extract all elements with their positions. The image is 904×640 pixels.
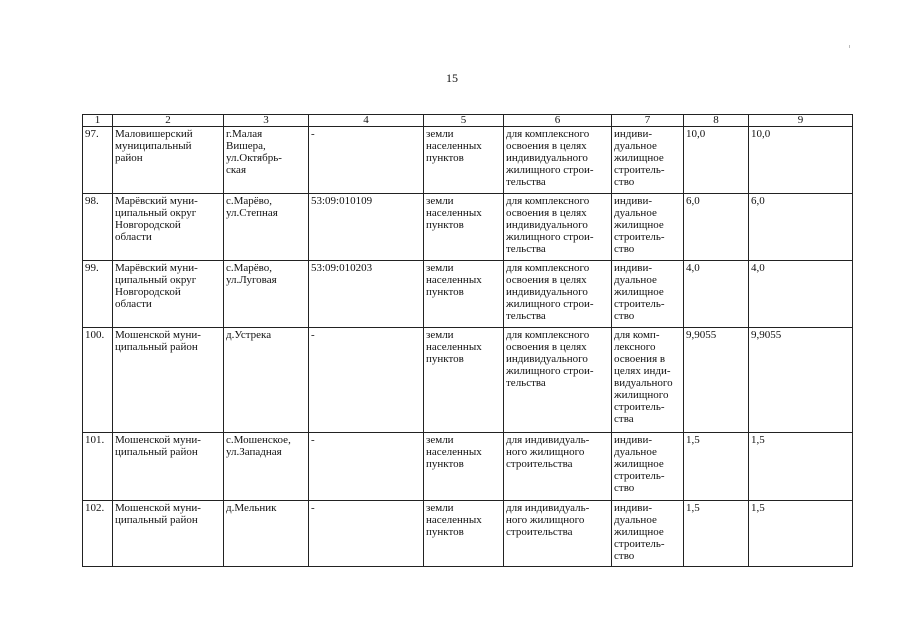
row-number: 99. xyxy=(83,261,113,328)
land-category-cell: земли населенных пунктов xyxy=(424,127,504,194)
area-cell-9: 1,5 xyxy=(749,501,853,567)
area-cell-9: 6,0 xyxy=(749,194,853,261)
table-row xyxy=(83,433,853,501)
area-cell-8: 10,0 xyxy=(684,127,749,194)
permitted-use-cell: индиви- дуальное жилищное строитель- ство xyxy=(612,501,684,567)
purpose-cell: для комплексного освоения в целях индивидуального жилищного строи- тельства xyxy=(504,194,612,261)
land-category-cell: земли населенных пунктов xyxy=(424,328,504,433)
table-row xyxy=(83,501,853,567)
permitted-use-cell: для комп- лексного освоения в целях инди- видуального жилищного строитель- ства xyxy=(612,328,684,433)
cadastral-cell: 53:09:010109 xyxy=(309,194,424,261)
table-row xyxy=(83,127,853,194)
locality-cell: г.Малая Вишера, ул.Октябрь- ская xyxy=(224,127,309,194)
purpose-cell: для комплексного освоения в целях индивидуального жилищного строи- тельства xyxy=(504,261,612,328)
row-number: 102. xyxy=(83,501,113,567)
header-cell-2: 2 xyxy=(113,115,224,127)
cadastral-cell: - xyxy=(309,127,424,194)
table-row xyxy=(83,194,853,261)
area-cell-9: 9,9055 xyxy=(749,328,853,433)
land-category-cell: земли населенных пунктов xyxy=(424,261,504,328)
purpose-cell: для комплексного освоения в целях индивидуального жилищного строи- тельства xyxy=(504,328,612,433)
purpose-cell: для индивидуаль- ного жилищного строительства xyxy=(504,433,612,501)
table-row xyxy=(83,261,853,328)
land-category-cell: земли населенных пунктов xyxy=(424,501,504,567)
row-number: 101. xyxy=(83,433,113,501)
page-number: 15 xyxy=(446,71,458,85)
table-row xyxy=(83,328,853,433)
district-cell: Марёвский муни- ципальный округ Новгородской области xyxy=(113,261,224,328)
district-cell: Маловишерский муниципальный район xyxy=(113,127,224,194)
row-number: 100. xyxy=(83,328,113,433)
land-category-cell: земли населенных пунктов xyxy=(424,194,504,261)
purpose-cell: для индивидуаль- ного жилищного строительства xyxy=(504,501,612,567)
permitted-use-cell: индиви- дуальное жилищное строитель- ство xyxy=(612,433,684,501)
header-cell-8: 8 xyxy=(684,115,749,127)
land-category-cell: земли населенных пунктов xyxy=(424,433,504,501)
permitted-use-cell: индиви- дуальное жилищное строитель- ство xyxy=(612,261,684,328)
cadastral-cell: - xyxy=(309,501,424,567)
locality-cell: с.Марёво, ул.Луговая xyxy=(224,261,309,328)
header-cell-1: 1 xyxy=(83,115,113,127)
cadastral-cell: - xyxy=(309,433,424,501)
header-cell-9: 9 xyxy=(749,115,853,127)
area-cell-9: 10,0 xyxy=(749,127,853,194)
purpose-cell: для комплексного освоения в целях индивидуального жилищного строи- тельства xyxy=(504,127,612,194)
header-cell-5: 5 xyxy=(424,115,504,127)
area-cell-8: 6,0 xyxy=(684,194,749,261)
area-cell-9: 1,5 xyxy=(749,433,853,501)
permitted-use-cell: индиви- дуальное жилищное строитель- ство xyxy=(612,194,684,261)
locality-cell: д.Устрека xyxy=(224,328,309,433)
locality-cell: с.Марёво, ул.Степная xyxy=(224,194,309,261)
permitted-use-cell: индиви- дуальное жилищное строитель- ство xyxy=(612,127,684,194)
header-cell-7: 7 xyxy=(612,115,684,127)
header-row xyxy=(83,115,853,127)
land-plots-table xyxy=(82,114,853,567)
cadastral-cell: 53:09:010203 xyxy=(309,261,424,328)
district-cell: Марёвский муни- ципальный округ Новгородской области xyxy=(113,194,224,261)
header-cell-6: 6 xyxy=(504,115,612,127)
locality-cell: с.Мошенское, ул.Западная xyxy=(224,433,309,501)
district-cell: Мошенской муни- ципальный район xyxy=(113,501,224,567)
area-cell-8: 1,5 xyxy=(684,501,749,567)
area-cell-8: 9,9055 xyxy=(684,328,749,433)
locality-cell: д.Мельник xyxy=(224,501,309,567)
header-cell-4: 4 xyxy=(309,115,424,127)
area-cell-9: 4,0 xyxy=(749,261,853,328)
row-number: 97. xyxy=(83,127,113,194)
area-cell-8: 4,0 xyxy=(684,261,749,328)
scan-artifact xyxy=(849,45,850,48)
area-cell-8: 1,5 xyxy=(684,433,749,501)
district-cell: Мошенской муни- ципальный район xyxy=(113,328,224,433)
row-number: 98. xyxy=(83,194,113,261)
district-cell: Мошенской муни- ципальный район xyxy=(113,433,224,501)
header-cell-3: 3 xyxy=(224,115,309,127)
cadastral-cell: - xyxy=(309,328,424,433)
